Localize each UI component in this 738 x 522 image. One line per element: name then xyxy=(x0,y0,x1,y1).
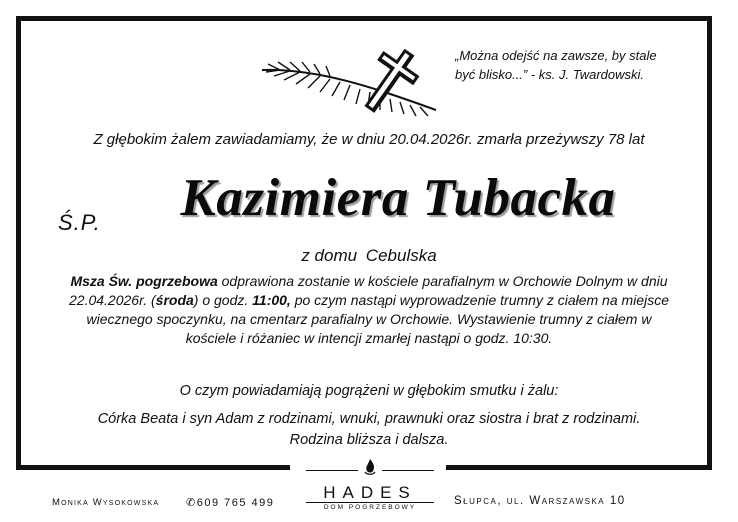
maiden-surname: Cebulska xyxy=(365,246,437,265)
mass-text-1: odprawiona zostanie w kościele parafialnym w Orchowie Dolnym w dniu 22.04.2026r. ( xyxy=(69,273,668,308)
logo-rule-left xyxy=(306,470,358,471)
mass-text-3: po czym nastąpi wyprowadzenie trumny z ciałem na miejsce wiecznego spoczynku, na cmentarz parafialny w Orchowie. Wystawienie trumny z ciałem w kościele i różaniec w intencji zmarłej nastąpi o godz. 10:30. xyxy=(86,292,669,346)
family-line-1: Córka Beata i syn Adam z rodzinami, wnuki, prawnuki oraz siostra i brat z rodzinami. xyxy=(97,411,641,427)
cross-with-palm-icon xyxy=(260,40,440,118)
logo-subtitle: DOM POGRZEBOWY xyxy=(323,504,417,511)
announcement-intro: Z głębokim żalem zawiadamiamy, że w dniu 20.04.2026r. zmarła przeżywszy 78 lat xyxy=(93,131,645,148)
funeral-mass-info xyxy=(60,272,678,348)
contact-name: Monika Wysokowska xyxy=(52,497,160,508)
deceased-name: Kazimiera Tubacka xyxy=(180,169,616,227)
family-list xyxy=(0,409,738,451)
mass-heading: Msza Św. pogrzebowa xyxy=(70,273,218,289)
name-prefix: Ś.P. xyxy=(58,210,101,235)
maiden-label: z domu xyxy=(301,246,358,265)
maiden-name xyxy=(0,246,738,266)
notify-line: O czym powiadamiają pogrążeni w głębokim smutku i żalu: xyxy=(179,383,559,399)
quote-line-2: być blisko...” - ks. J. Twardowski. xyxy=(455,67,645,82)
mass-day: środa xyxy=(155,292,194,308)
logo-rule-bottom xyxy=(306,502,434,503)
quote-line-1: „Można odejść na zawsze, by stale xyxy=(455,48,657,63)
company-address: Słupca, ul. Warszawska 10 xyxy=(454,495,626,507)
logo-rule-right xyxy=(382,470,434,471)
family-line-2: Rodzina bliższa i dalsza. xyxy=(289,432,449,448)
quote xyxy=(455,46,695,84)
flame-icon xyxy=(362,458,378,476)
mass-time: 11:00, xyxy=(252,292,291,308)
logo-word: HADES xyxy=(323,483,417,502)
hades-logo xyxy=(300,456,440,516)
mass-text-2: ) o godz. xyxy=(193,292,253,308)
contact-phone: ✆609 765 499 xyxy=(186,497,275,509)
